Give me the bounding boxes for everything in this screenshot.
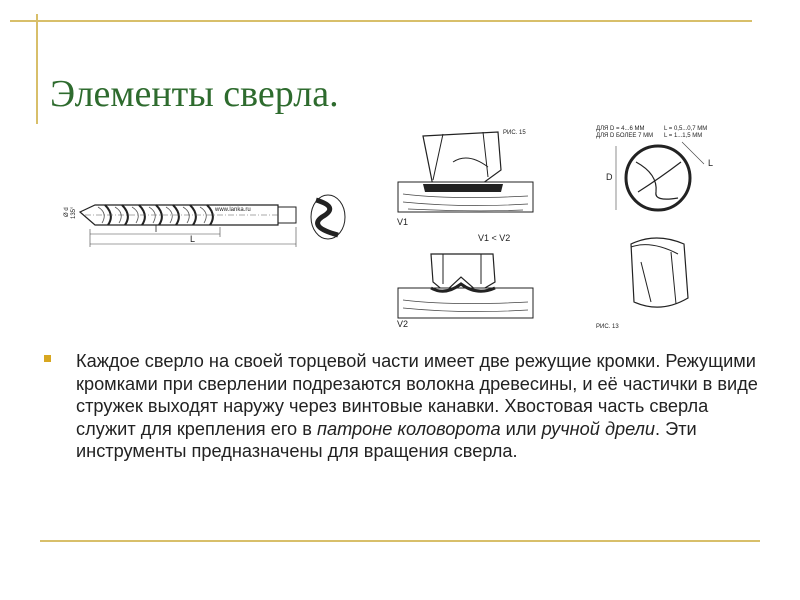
drilling-process-figure bbox=[393, 122, 553, 334]
v-relation-label: V1 < V2 bbox=[478, 233, 511, 243]
drill-watermark: www.lanka.ru bbox=[215, 207, 251, 213]
wood-board-upper bbox=[398, 182, 533, 212]
spec-line-2: ДЛЯ D БОЛЕЕ 7 ММ bbox=[596, 133, 654, 139]
v2-label: V2 bbox=[397, 319, 409, 329]
decorative-vertical-line bbox=[36, 14, 38, 124]
drill-body bbox=[80, 205, 296, 247]
body-text-part2: или bbox=[500, 418, 542, 439]
decorative-bottom-line bbox=[40, 540, 760, 542]
drill-end-view-figure bbox=[596, 122, 756, 334]
spec-line-4: L = 1...1,5 ММ bbox=[664, 133, 703, 139]
italic-term-hand-drill: ручной дрели bbox=[541, 418, 656, 439]
body-text-part1: Каждое сверло на своей торцевой части имеет две режущие кромки. Режущими кромками при сверлении подрезаются волокна древесины, и её частички в виде стружек выходят наружу через винтовые канавки. Хвостовая часть сверла служит для крепления его в bbox=[76, 351, 758, 439]
drill-cross-section bbox=[311, 195, 345, 239]
drill-side-view-figure bbox=[60, 185, 350, 255]
spec-line-3: L = 0,5...0,7 ММ bbox=[664, 126, 708, 132]
drill-end-circle bbox=[616, 142, 704, 210]
slide-title: Элементы сверла. bbox=[50, 73, 339, 115]
rotated-dim-label-2: 135° bbox=[71, 206, 77, 219]
body-paragraph bbox=[76, 350, 764, 463]
wood-board-lower bbox=[398, 284, 533, 318]
body-text-part3: . Эти инструменты предназначены для вращения сверла. bbox=[76, 418, 697, 461]
drill-label-l: l bbox=[155, 224, 157, 234]
italic-term-chuck: патроне коловорота bbox=[316, 418, 501, 439]
decorative-top-line bbox=[10, 20, 752, 22]
label-D: D bbox=[606, 172, 613, 182]
drill-label-L: L bbox=[190, 234, 196, 244]
v1-label: V1 bbox=[397, 217, 409, 227]
spec-line-1: ДЛЯ D = 4...6 ММ bbox=[596, 126, 645, 132]
drill-perspective-view bbox=[631, 238, 688, 307]
fig15-label: РИС. 15 bbox=[503, 130, 526, 136]
body-text-block bbox=[44, 350, 764, 463]
fig13-label: РИС. 13 bbox=[596, 324, 619, 330]
bullet-marker bbox=[44, 355, 51, 362]
label-L-small: L bbox=[708, 158, 714, 168]
rotated-dim-label-1: Ø d bbox=[64, 207, 70, 217]
